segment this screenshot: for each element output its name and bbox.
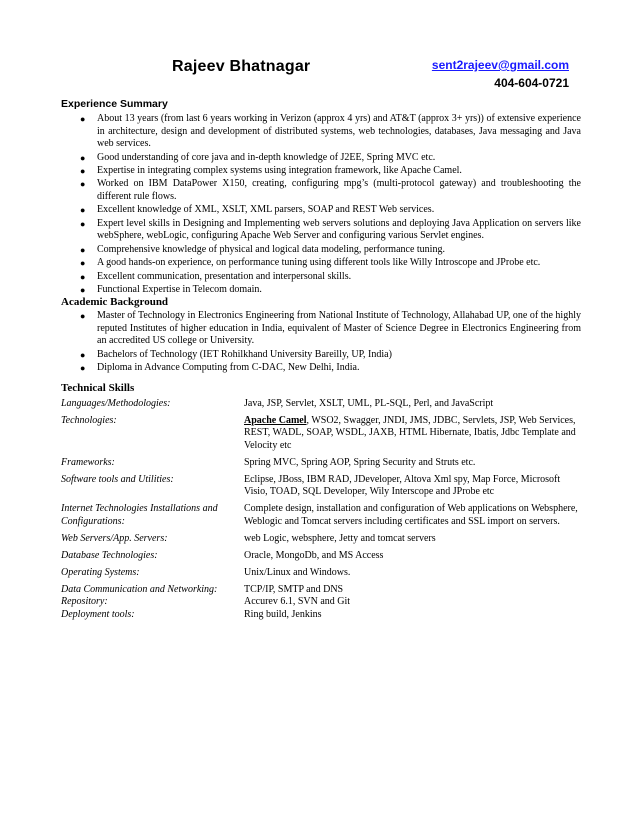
skill-category: Internet Technologies Installations and Configurations: xyxy=(61,503,218,527)
list-item: ● Diploma in Advance Computing from C-DAC, New Delhi, India. xyxy=(80,361,360,373)
skill-value: web Logic, websphere, Jetty and tomcat servers xyxy=(244,532,436,544)
skill-category: Languages/Methodologies: xyxy=(61,398,171,409)
list-item: ● Expertise in integrating complex systems using integration framework, like Apache Camel. xyxy=(80,164,462,176)
skill-value: Ring build, Jenkins xyxy=(244,608,322,620)
list-item: ● Good understanding of core java and in-depth knowledge of J2EE, Spring MVC etc. xyxy=(80,151,436,163)
table-row xyxy=(61,550,583,567)
table-row xyxy=(61,609,583,622)
bullet-icon: ● xyxy=(80,362,86,373)
table-row xyxy=(61,474,583,503)
table-row xyxy=(61,533,583,550)
bullet-icon: ● xyxy=(80,311,86,321)
list-item: ● About 13 years (from last 6 years working in Verizon (approx 4 yrs) and AT&T (approx 3+ yrs)) of extensive experience in architecture, design and development of distributed systems, web technologies, databases, Java messaging and Java web services. xyxy=(80,113,581,150)
skill-value: Spring MVC, Spring AOP, Spring Security and Struts etc. xyxy=(244,456,476,468)
list-item: ● Expert level skills in Designing and Implementing web servers solutions and deploying Java Application on servers like webSphere, webLogic, configuring Apache Web Server and configuring various Servlet engines. xyxy=(80,217,581,242)
table-row xyxy=(61,596,583,609)
phone-number: 404-604-0721 xyxy=(494,76,569,90)
bullet-icon: ● xyxy=(80,244,86,255)
skill-value: Eclipse, JBoss, IBM RAD, JDeveloper, Altova Xml spy, Map Force, Microsoft Visio, TOAD, SQL Developer, Wily Interscope and JProbe etc xyxy=(244,473,561,498)
bullet-icon: ● xyxy=(80,258,86,269)
academic-background-heading: Academic Background xyxy=(61,296,169,308)
list-item: ● Functional Expertise in Telecom domain. xyxy=(80,283,262,295)
skill-category: Data Communication and Networking: xyxy=(61,583,218,595)
table-row xyxy=(61,415,583,457)
highlighted-skill: Apache Camel xyxy=(244,414,307,426)
bullet-icon: ● xyxy=(80,114,86,124)
skill-value: TCP/IP, SMTP and DNS xyxy=(244,583,344,595)
email-link[interactable]: sent2rajeev@gmail.com xyxy=(431,58,569,72)
skill-category: Repository: xyxy=(61,596,108,608)
list-item: ● Excellent knowledge of XML, XSLT, XML parsers, SOAP and REST Web services. xyxy=(80,204,435,216)
table-row xyxy=(61,398,583,415)
skill-category: Technologies: xyxy=(61,414,117,426)
bullet-icon: ● xyxy=(80,218,86,229)
list-item: ● A good hands-on experience, on performance tuning using different tools like Willy Introscope and JProbe etc. xyxy=(80,257,541,269)
table-row xyxy=(61,584,583,597)
list-item: ● Excellent communication, presentation and interpersonal skills. xyxy=(80,270,352,282)
list-item: ● Bachelors of Technology (IET Rohilkhand University Bareilly, UP, India) xyxy=(80,348,392,360)
skill-value: Unix/Linux and Windows. xyxy=(244,566,351,578)
list-item: ● Master of Technology in Electronics Engineering from National Institute of Technology, Allahabad UP, one of the highly reputed Institutes of higher education in India, equivalent of Master of Science Degree in Electronics Engineering from an accredited US college or University. xyxy=(80,310,581,347)
table-row xyxy=(61,457,583,474)
bullet-icon: ● xyxy=(80,349,86,360)
bullet-icon: ● xyxy=(80,271,86,282)
experience-list xyxy=(61,113,581,297)
bullet-icon: ● xyxy=(80,152,86,163)
skill-value: Accurev 6.1, SVN and Git xyxy=(244,596,351,608)
table-row xyxy=(61,567,583,584)
skill-value: Complete design, installation and configuration of Web applications on Websphere, Weblogic and Tomcat servers including certificates and SSL import on servers. xyxy=(244,503,578,527)
bullet-icon: ● xyxy=(80,179,86,190)
skill-value: Apache Camel, WSO2, Swagger, JNDI, JMS, JDBC, Servlets, JSP, Web Services, REST, WADL, SOAP, WSDL, JAXB, HTML Hibernate, Ibatis, Jdbc Template and Velocity etc xyxy=(244,414,576,452)
skill-category: Web Servers/App. Servers: xyxy=(61,532,168,544)
experience-summary-heading: Experience Summary xyxy=(61,98,168,110)
technical-skills-heading: Technical Skills xyxy=(61,382,135,394)
skill-value: Java, JSP, Servlet, XSLT, UML, PL-SQL, Perl, and JavaScript xyxy=(244,398,494,409)
skill-category: Frameworks: xyxy=(61,456,115,468)
bullet-icon: ● xyxy=(80,205,86,216)
skills-table xyxy=(61,398,583,621)
bullet-icon: ● xyxy=(80,284,86,295)
skill-category: Operating Systems: xyxy=(61,566,140,578)
list-item: ● Worked on IBM DataPower X150, creating, configuring mpg’s (multi-protocol gateway) and troubleshooting the different rule flows. xyxy=(80,178,581,202)
academic-list xyxy=(61,310,581,375)
list-item: ● Comprehensive knowledge of physical and logical data modeling, performance tuning. xyxy=(80,243,445,255)
skill-category: Database Technologies: xyxy=(61,549,158,561)
bullet-icon: ● xyxy=(80,165,86,176)
skill-category: Deployment tools: xyxy=(61,608,135,620)
skill-category: Software tools and Utilities: xyxy=(61,473,174,485)
table-row xyxy=(61,503,583,532)
skill-value: Oracle, MongoDb, and MS Access xyxy=(244,549,384,561)
candidate-name: Rajeev Bhatnagar xyxy=(172,58,311,75)
